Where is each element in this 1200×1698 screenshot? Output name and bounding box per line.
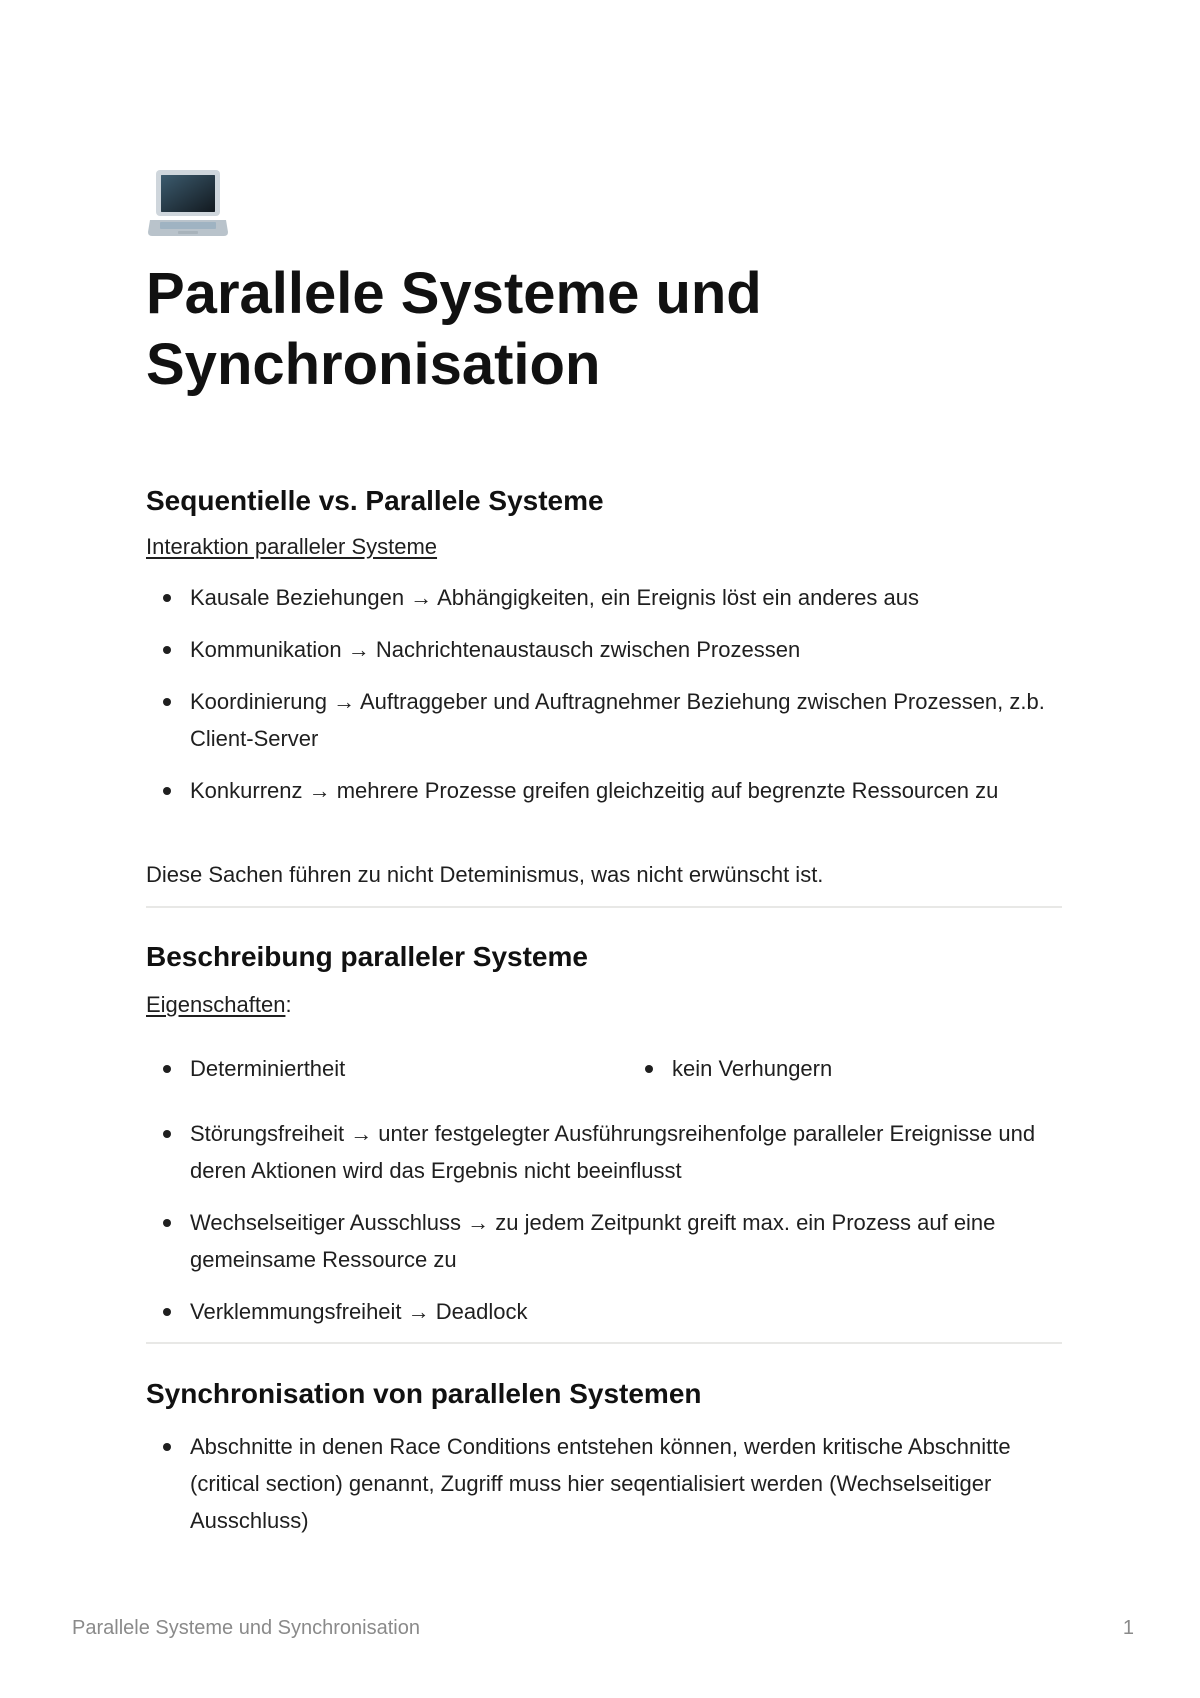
list-item: Koordinierung → Auftraggeber und Auftragnehmer Beziehung zwischen Prozessen, z.b. Client-Server xyxy=(146,683,1062,757)
footer-title: Parallele Systeme und Synchronisation xyxy=(72,1617,420,1639)
bullet-dot xyxy=(163,594,171,602)
column-right-item: kein Verhungern xyxy=(628,1050,1092,1087)
list-item: Kommunikation → Nachrichtenaustausch zwischen Prozessen xyxy=(146,631,1062,668)
section-heading-synchronisation: Synchronisation von parallelen Systemen xyxy=(146,1378,702,1409)
properties-list xyxy=(146,1115,1062,1330)
subheading-properties: Eigenschaften: xyxy=(146,992,292,1017)
divider xyxy=(146,1342,1062,1344)
divider xyxy=(146,906,1062,908)
bullet-dot xyxy=(163,787,171,795)
interaction-list xyxy=(146,579,1062,809)
column-left-item: Determiniertheit xyxy=(146,1050,630,1087)
bullet-dot xyxy=(645,1065,653,1073)
list-item: Konkurrenz → mehrere Prozesse greifen gleichzeitig auf begrenzte Ressourcen zu xyxy=(146,772,1062,809)
section-heading-sequential-vs-parallel: Sequentielle vs. Parallele Systeme xyxy=(146,485,604,516)
list-item: Störungsfreiheit → unter festgelegter Ausführungsreihenfolge paralleler Ereignisse und deren Aktionen wird das Ergebnis nicht beeinflusst xyxy=(146,1115,1062,1189)
bullet-dot xyxy=(163,1443,171,1451)
footer-page-number: 1 xyxy=(1122,1617,1134,1639)
bullet-dot xyxy=(163,1130,171,1138)
bullet-dot xyxy=(163,1065,171,1073)
list-item: Kausale Beziehungen → Abhängigkeiten, ein Ereignis löst ein anderes aus xyxy=(146,579,1062,616)
page-title: Parallele Systeme und Synchronisation xyxy=(146,261,762,397)
section-note: Diese Sachen führen zu nicht Deteminismus, was nicht erwünscht ist. xyxy=(146,862,824,887)
section-heading-description: Beschreibung paralleler Systeme xyxy=(146,941,588,972)
list-item: Wechselseitiger Ausschluss → zu jedem Zeitpunkt greift max. ein Prozess auf eine gemeinsame Ressource zu xyxy=(146,1204,1062,1278)
bullet-dot xyxy=(163,1308,171,1316)
synchronisation-list xyxy=(146,1428,1062,1539)
list-item: Verklemmungsfreiheit → Deadlock xyxy=(146,1293,1062,1330)
bullet-dot xyxy=(163,646,171,654)
bullet-dot xyxy=(163,698,171,706)
properties-columns xyxy=(146,1050,1062,1087)
laptop-icon xyxy=(146,168,230,240)
bullet-dot xyxy=(163,1219,171,1227)
subheading-interaction: Interaktion paralleler Systeme xyxy=(146,534,438,559)
list-item: Abschnitte in denen Race Conditions entstehen können, werden kritische Abschnitte (critical section) genannt, Zugriff muss hier seqentialisiert werden (Wechselseitiger Ausschluss) xyxy=(146,1428,1062,1539)
